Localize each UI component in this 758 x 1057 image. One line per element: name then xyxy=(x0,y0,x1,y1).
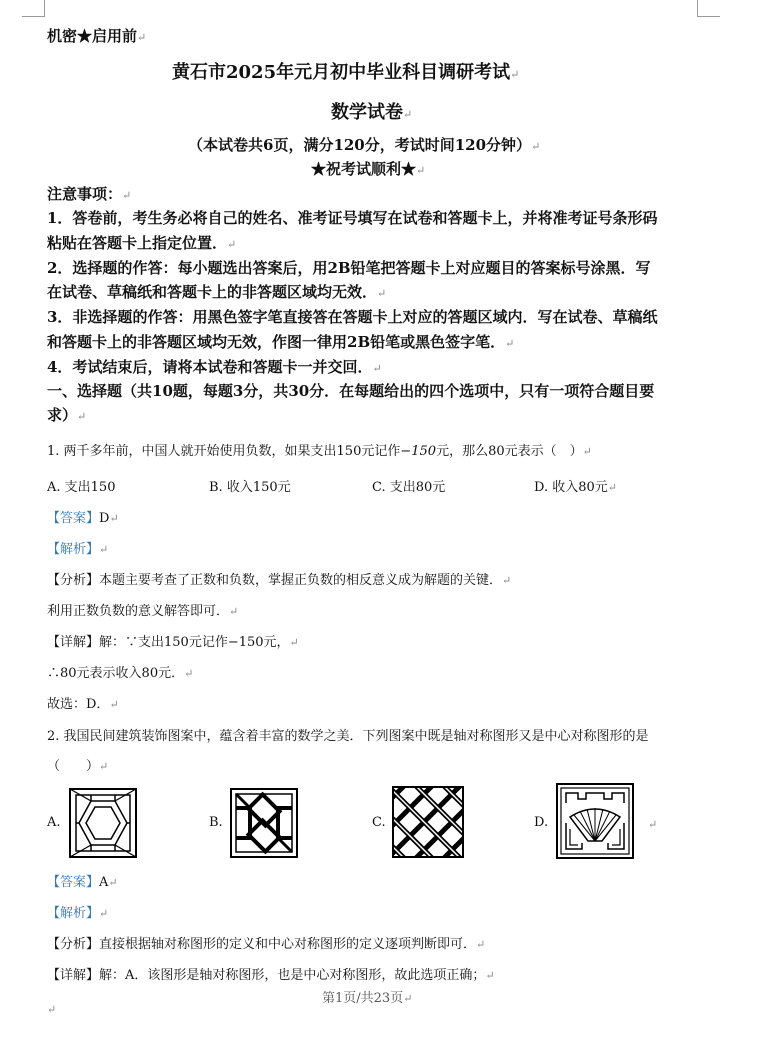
crop-mark-left xyxy=(22,0,45,17)
q2-option-c-label: C. xyxy=(372,815,386,830)
notice-line: 和答题卡上的非答题区域均无效，作图一律用2B铅笔或黑色签字笔．↵ xyxy=(47,333,515,351)
secrecy-label: 机密★启用前↵ xyxy=(47,27,147,45)
notice-heading: 注意事项：↵ xyxy=(47,185,132,203)
notice-line: 3．非选择题的作答：用黑色签字笔直接答在答题卡上对应的答题区域内．写在试卷、草稿纸 xyxy=(47,308,658,326)
exam-title: 黄石市2025年元月初中毕业科目调研考试↵ xyxy=(172,62,520,83)
q2-stem-2: （ ）↵ xyxy=(47,759,109,774)
q2-option-a-label: A. xyxy=(47,815,61,830)
exam-info: （本试卷共6页，满分120分，考试时间120分钟）↵ xyxy=(188,136,541,154)
crop-mark-right xyxy=(697,0,720,17)
q2-stem: 2. 我国民间建筑装饰图案中，蕴含着丰富的数学之美．下列图案中既是轴对称图形又是中心对称图形的是 xyxy=(47,729,649,744)
q1-option-a: A. 支出150 xyxy=(47,480,116,495)
pattern-c-woven xyxy=(392,786,464,858)
q2-option-b-label: B. xyxy=(209,815,223,830)
q1-stem: 1. 两千多年前，中国人就开始使用负数，如果支出150元记作−150元，那么80元表示（ ）↵ xyxy=(47,444,592,459)
q1-detail: 【详解】解：∵支出150元记作−150元，↵ xyxy=(47,635,299,650)
notice-line: 2．选择题的作答：每小题选出答案后，用2B铅笔把答题卡上对应题目的答案标号涂黑．写 xyxy=(47,259,651,277)
exam-wish: ★祝考试顺利★↵ xyxy=(311,160,426,178)
pattern-a-hexagon xyxy=(69,788,137,858)
q1-option-c: C. 支出80元 xyxy=(372,480,446,495)
q2-detail: 【详解】解：A．该图形是轴对称图形，也是中心对称图形，故此选项正确；↵ xyxy=(47,968,495,983)
q2-analysis-tag: 【解析】↵ xyxy=(47,906,109,921)
q1-analysis-tag: 【解析】↵ xyxy=(47,542,109,557)
q1-detail-2: ∴80元表示收入80元．↵ xyxy=(47,666,194,681)
trailing-paragraph-mark: ↵ xyxy=(47,1003,57,1016)
q1-option-d: D. 收入80元↵ xyxy=(534,480,617,495)
q1-choose: 故选：D．↵ xyxy=(47,697,119,712)
section-heading: 一、选择题（共10题，每题3分，共30分．在每题给出的四个选项中，只有一项符合题目要 xyxy=(47,382,655,400)
q2-answer: 【答案】A↵ xyxy=(47,875,118,890)
pattern-b-interlock xyxy=(230,788,298,858)
pattern-d-fan xyxy=(556,783,634,859)
q1-fenxi-2: 利用正数负数的意义解答即可．↵ xyxy=(47,604,239,619)
q1-stem-value: −150 xyxy=(400,444,437,459)
q1-answer: 【答案】D↵ xyxy=(47,511,119,526)
paragraph-mark: ↵ xyxy=(648,818,658,831)
notice-line: 1．答卷前，考生务必将自己的姓名、准考证号填写在试卷和答题卡上，并将准考证号条形码 xyxy=(47,209,658,227)
q1-fenxi: 【分析】本题主要考查了正数和负数，掌握正负数的相反意义成为解题的关键．↵ xyxy=(47,573,512,588)
page-footer: 第1页/共23页↵ xyxy=(322,991,413,1006)
q2-option-d-label: D. xyxy=(534,815,549,830)
q2-fenxi: 【分析】直接根据轴对称图形的定义和中心对称图形的定义逐项判断即可．↵ xyxy=(47,937,486,952)
section-heading-cont: 求）↵ xyxy=(47,406,87,424)
subject-title: 数学试卷↵ xyxy=(331,102,413,123)
notice-line: 粘贴在答题卡上指定位置．↵ xyxy=(47,234,237,252)
q1-option-b: B. 收入150元 xyxy=(209,480,291,495)
notice-line: 在试卷、草稿纸和答题卡上的非答题区域均无效．↵ xyxy=(47,283,387,301)
notice-line: 4．考试结束后，请将本试卷和答题卡一并交回．↵ xyxy=(47,358,382,376)
